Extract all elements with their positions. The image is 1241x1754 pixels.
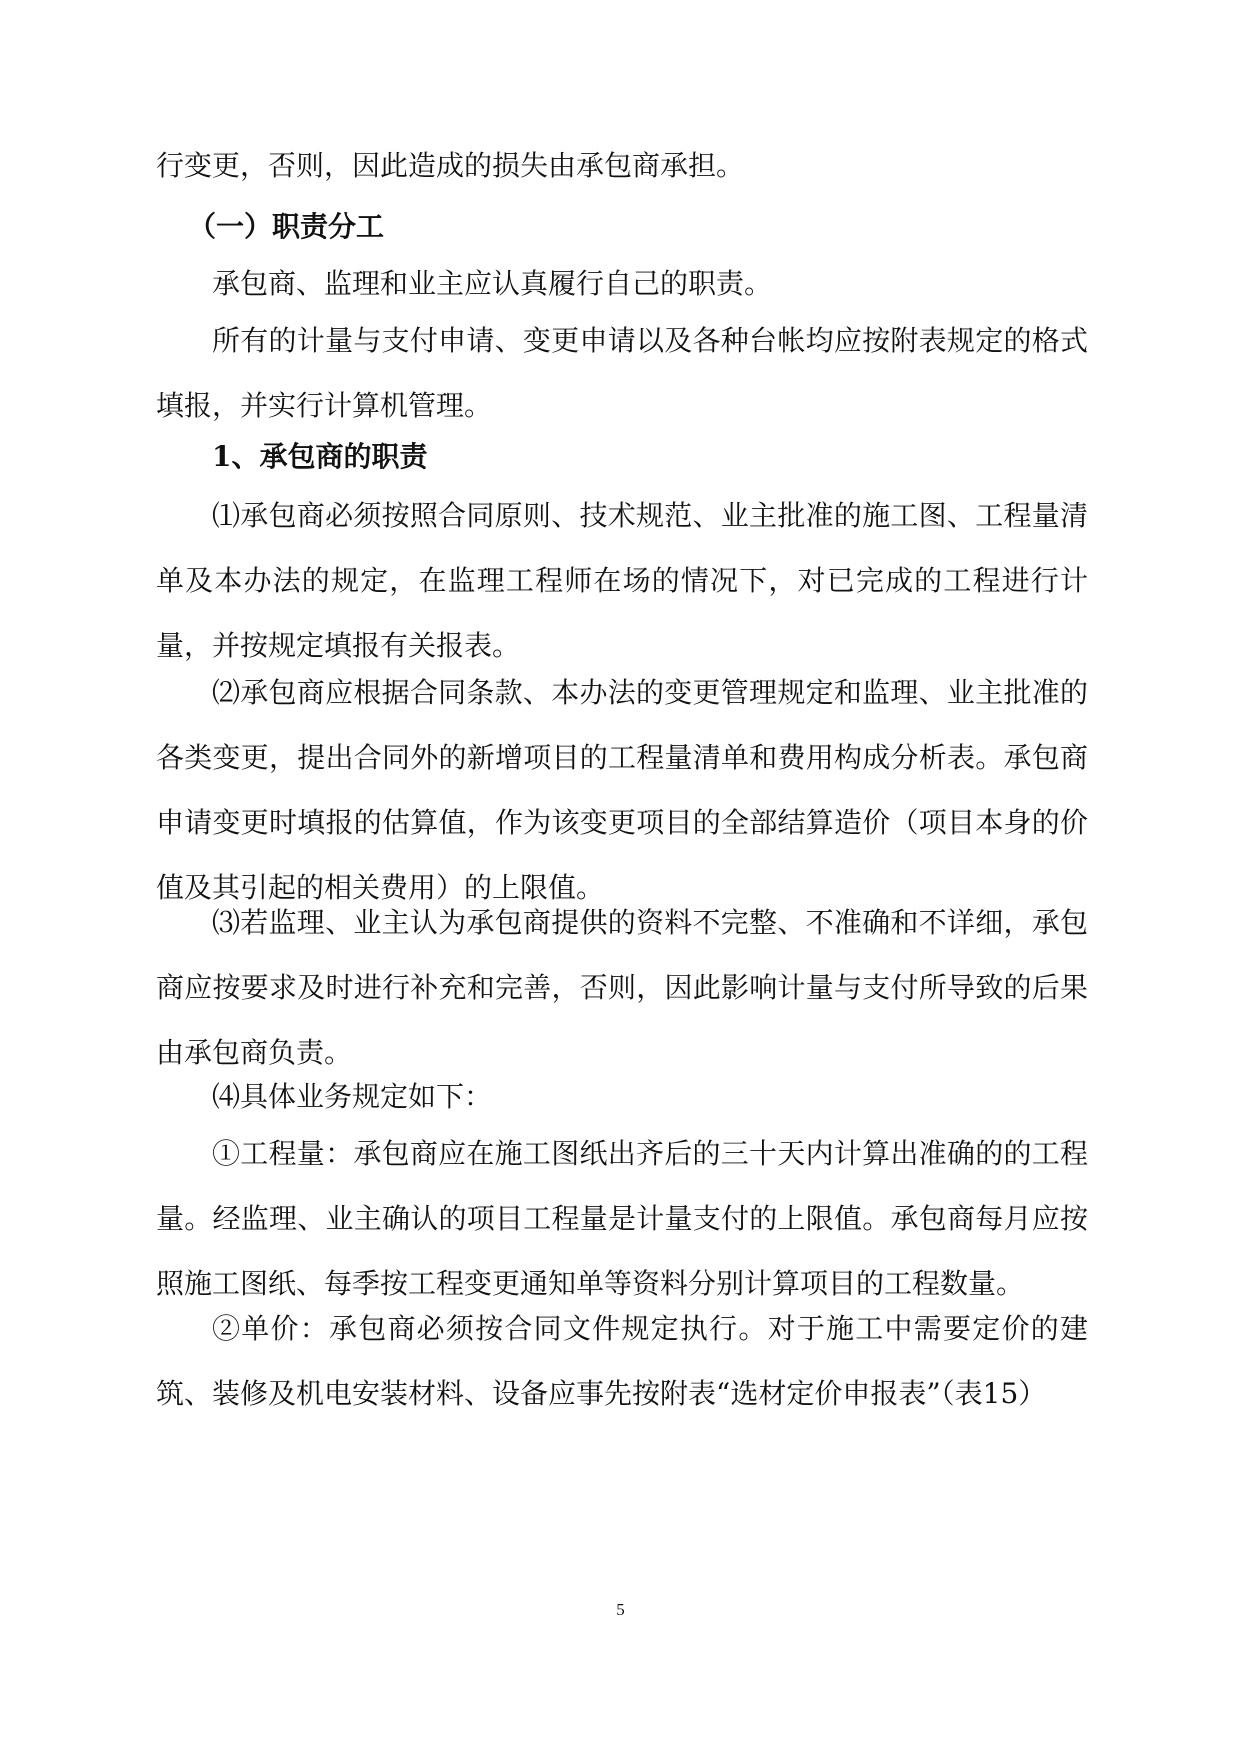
paragraph-unit-price: ②单价：承包商必须按合同文件规定执行。对于施工中需要定价的建筑、装修及机电安装材料、设备应事先按附表“选材定价申报表”（表15） <box>156 1312 1088 1410</box>
paragraph-item-3: ⑶若监理、业主认为承包商提供的资料不完整、不准确和不详细，承包商应按要求及时进行补充和完善，否则，因此影响计量与支付所导致的后果由承包商负责。 <box>156 906 1088 1069</box>
subheading-contractor-duties: 1、承包商的职责 <box>212 440 428 473</box>
paragraph-item-2: ⑵承包商应根据合同条款、本办法的变更管理规定和监理、业主批准的各类变更，提出合同外的新增项目的工程量清单和费用构成分析表。承包商申请变更时填报的估算值，作为该变更项目的全部结算造价（项目本身的价值及其引起的相关费用）的上限值。 <box>156 676 1088 904</box>
paragraph-quantities: ①工程量：承包商应在施工图纸出齐后的三十天内计算出准确的的工程量。经监理、业主确认的项目工程量是计量支付的上限值。承包商每月应按照施工图纸、每季按工程变更通知单等资料分别计算项目的工程数量。 <box>156 1137 1088 1300</box>
paragraph-continuation: 行变更，否则，因此造成的损失由承包商承担。 <box>156 149 745 182</box>
paragraph-duties-intro: 承包商、监理和业主应认真履行自己的职责。 <box>212 267 773 300</box>
paragraph-forms: 所有的计量与支付申请、变更申请以及各种台帐均应按附表规定的格式填报，并实行计算机管理。 <box>156 324 1088 422</box>
paragraph-item-4: ⑷具体业务规定如下： <box>212 1080 493 1113</box>
paragraph-item-1: ⑴承包商必须按照合同原则、技术规范、业主批准的施工图、工程量清单及本办法的规定，在监理工程师在场的情况下，对已完成的工程进行计量，并按规定填报有关报表。 <box>156 499 1088 662</box>
section-heading-responsibilities: （一）职责分工 <box>188 210 385 243</box>
page-number: 5 <box>616 1600 625 1619</box>
